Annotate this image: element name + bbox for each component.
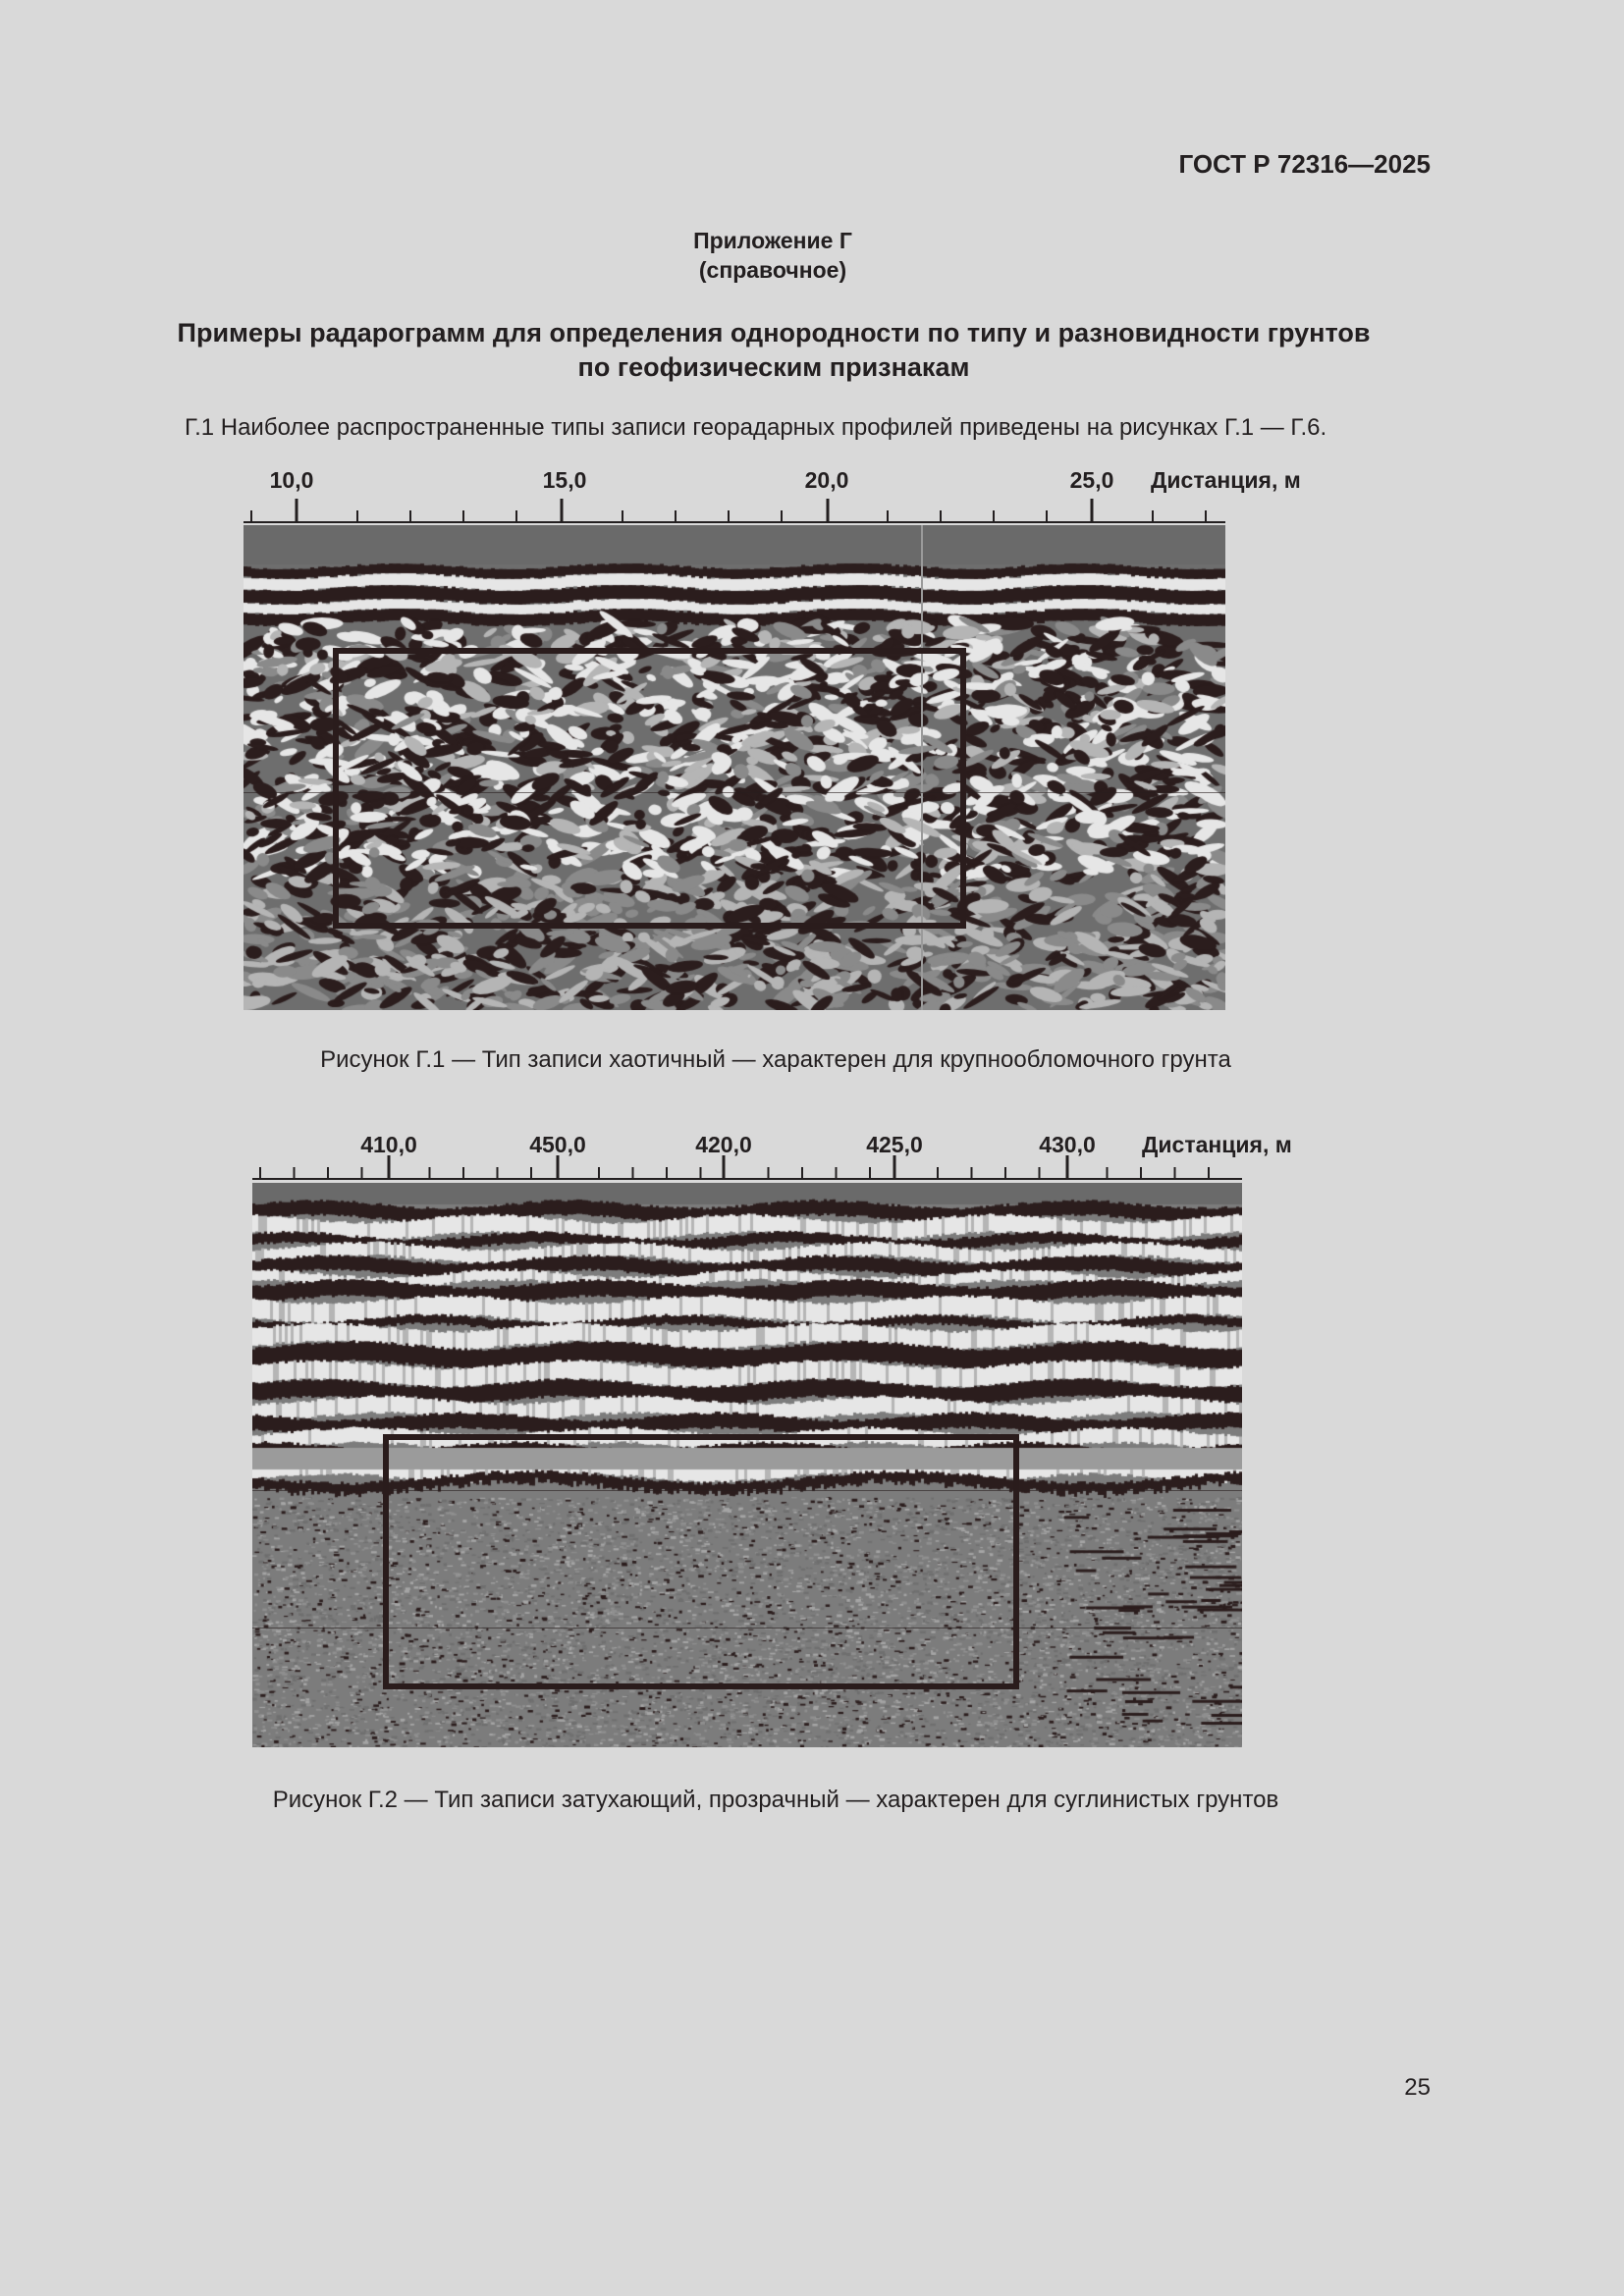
figure-g2-radargram: [252, 1183, 1242, 1747]
figure-g2-caption: Рисунок Г.2 — Тип записи затухающий, прозрачный — характерен для суглинистых грунтов: [272, 1787, 1279, 1813]
figure-g1-tick-label: 10,0: [269, 467, 314, 493]
document-code: ГОСТ Р 72316—2025: [1178, 149, 1431, 179]
figure-g2-tick-label: 425,0: [866, 1132, 923, 1157]
figure-g2-zone-frame: [383, 1434, 1019, 1689]
intro-paragraph: Г.1 Наиболее распространенные типы записи георадарных профилей приведены на рисунках Г.1 — Г.6.: [185, 414, 1327, 441]
title-line-1: Примеры радарограмм для определения однородности по типу и разновидности грунтов: [177, 318, 1371, 347]
figure-g2-axis-title: Дистанция, м: [1142, 1132, 1292, 1157]
figure-g2-tick-label: 420,0: [695, 1132, 752, 1157]
appendix-status: (справочное): [698, 257, 847, 283]
figure-g1-axis-title: Дистанция, м: [1151, 467, 1301, 493]
figure-g1-tick-label: 25,0: [1069, 467, 1114, 493]
figure-g1-caption: Рисунок Г.1 — Тип записи хаотичный — характерен для крупнообломочного грунта: [320, 1046, 1231, 1073]
figure-g2-tick-label: 450,0: [529, 1132, 586, 1157]
figure-g2-tick-label: 410,0: [360, 1132, 417, 1157]
title-line-2: по геофизическим признакам: [577, 352, 970, 382]
page-number: 25: [1404, 2074, 1431, 2101]
appendix-label: Приложение Г: [693, 228, 852, 253]
figure-g1-tick-label: 20,0: [804, 467, 849, 493]
figure-g2-tick-label: 430,0: [1039, 1132, 1096, 1157]
figure-g1-tick-label: 15,0: [542, 467, 587, 493]
